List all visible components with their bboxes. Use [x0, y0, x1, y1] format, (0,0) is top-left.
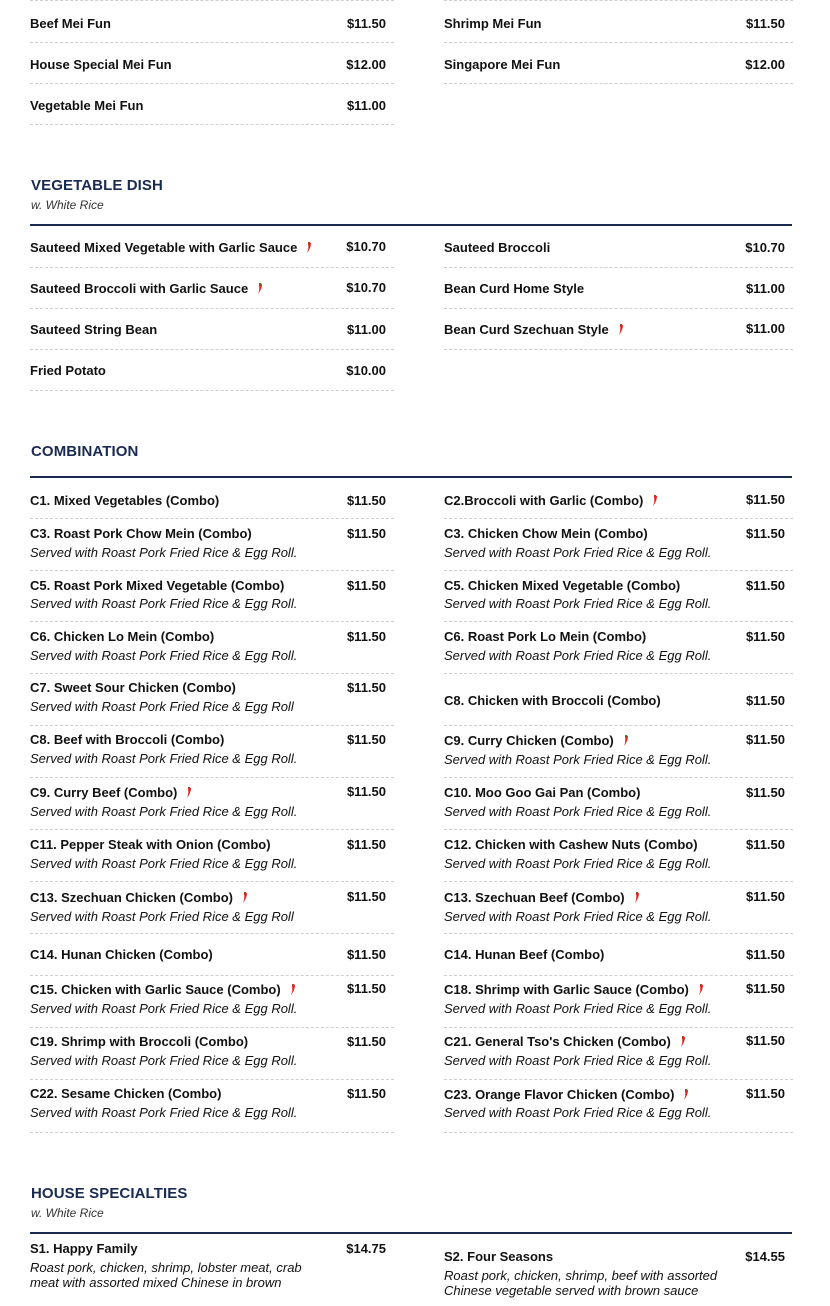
item-name: C13. Szechuan Chicken (Combo) — [30, 890, 248, 906]
item-name: C10. Moo Goo Gai Pan (Combo) — [444, 785, 641, 800]
menu-item[interactable] — [444, 571, 793, 622]
item-price: $11.50 — [346, 526, 386, 541]
menu-item[interactable] — [444, 519, 793, 571]
menu-item[interactable] — [444, 0, 793, 43]
item-price: $10.70 — [346, 280, 386, 295]
item-price: $14.75 — [346, 1241, 386, 1256]
item-price: $11.00 — [745, 321, 785, 336]
menu-item[interactable] — [30, 1080, 394, 1133]
item-name: Bean Curd Szechuan Style — [444, 322, 624, 338]
menu-item[interactable] — [444, 227, 793, 268]
house-right-column — [444, 1236, 793, 1298]
item-name: C8. Beef with Broccoli (Combo) — [30, 732, 225, 747]
menu-item[interactable] — [30, 622, 394, 674]
menu-item[interactable] — [444, 1236, 793, 1306]
menu-item[interactable] — [444, 622, 793, 674]
menu-item[interactable] — [30, 1028, 394, 1080]
pepper-icon — [306, 242, 312, 253]
item-price: $11.00 — [346, 98, 386, 113]
item-name: S2. Four Seasons — [444, 1249, 554, 1264]
menu-item[interactable] — [444, 778, 793, 830]
item-name: Sauteed String Bean — [30, 322, 158, 337]
item-name: C6. Chicken Lo Mein (Combo) — [30, 629, 215, 644]
item-name: Shrimp Mei Fun — [444, 16, 542, 31]
item-description: Served with Roast Pork Fried Rice & Egg Roll — [30, 699, 294, 714]
item-name: C14. Hunan Chicken (Combo) — [30, 947, 213, 962]
menu-item[interactable] — [444, 674, 793, 726]
item-price: $10.00 — [346, 363, 386, 378]
vegetable-left-column — [30, 227, 394, 397]
pepper-icon — [634, 892, 640, 903]
item-price: $11.50 — [346, 629, 386, 644]
item-description: Served with Roast Pork Fried Rice & Egg Roll — [30, 909, 294, 924]
menu-item[interactable] — [30, 0, 394, 43]
item-price: $11.50 — [346, 732, 386, 747]
item-price: $11.50 — [745, 578, 785, 593]
item-description: Served with Roast Pork Fried Rice & Egg Roll. — [444, 1105, 712, 1120]
pepper-icon — [257, 283, 263, 294]
item-price: $12.00 — [745, 57, 785, 72]
menu-item[interactable] — [444, 268, 793, 309]
item-name: C3. Chicken Chow Mein (Combo) — [444, 526, 648, 541]
menu-item[interactable] — [444, 976, 793, 1028]
menu-item[interactable] — [30, 84, 394, 125]
item-description: Served with Roast Pork Fried Rice & Egg Roll. — [444, 752, 712, 767]
item-price: $11.50 — [346, 1086, 386, 1101]
menu-item[interactable] — [30, 268, 394, 309]
item-description: Served with Roast Pork Fried Rice & Egg Roll. — [30, 856, 298, 871]
item-name: Beef Mei Fun — [30, 16, 111, 31]
menu-item[interactable] — [30, 934, 394, 976]
item-description: Roast pork, chicken, shrimp, beef with assorted Chinese vegetable served with brown sauce — [444, 1268, 718, 1298]
menu-item[interactable] — [444, 882, 793, 934]
item-description: Roast pork, chicken, shrimp, lobster meat, crab meat with assorted mixed Chinese in brown — [30, 1260, 302, 1290]
pepper-icon — [186, 787, 192, 798]
item-name: C13. Szechuan Beef (Combo) — [444, 890, 640, 906]
item-description: Served with Roast Pork Fried Rice & Egg Roll. — [30, 1001, 298, 1016]
item-price: $12.00 — [346, 57, 386, 72]
combination-right-column — [444, 480, 793, 1140]
item-description: Served with Roast Pork Fried Rice & Egg Roll. — [444, 545, 712, 560]
item-name: C5. Roast Pork Mixed Vegetable (Combo) — [30, 578, 285, 593]
item-name: House Special Mei Fun — [30, 57, 172, 72]
item-name: C3. Roast Pork Chow Mein (Combo) — [30, 526, 252, 541]
item-name: C22. Sesame Chicken (Combo) — [30, 1086, 222, 1101]
item-name: C12. Chicken with Cashew Nuts (Combo) — [444, 837, 698, 852]
item-name: Sauteed Broccoli — [444, 240, 551, 255]
menu-item[interactable] — [30, 227, 394, 268]
menu-item[interactable] — [444, 1028, 793, 1080]
section-title-vegetable: VEGETABLE DISH — [31, 177, 163, 194]
item-price: $11.50 — [745, 526, 785, 541]
item-name: C21. General Tso's Chicken (Combo) — [444, 1034, 686, 1050]
pepper-icon — [623, 735, 629, 746]
item-description: Served with Roast Pork Fried Rice & Egg Roll. — [30, 1105, 298, 1120]
item-price: $11.50 — [346, 680, 386, 695]
item-name: Singapore Mei Fun — [444, 57, 561, 72]
menu-item[interactable] — [30, 830, 394, 882]
mei-fun-left-column — [30, 0, 394, 130]
item-description: Served with Roast Pork Fried Rice & Egg Roll. — [30, 545, 298, 560]
item-price: $11.50 — [346, 889, 386, 904]
section-rule — [30, 476, 792, 478]
item-price: $11.50 — [745, 837, 785, 852]
section-subtitle: w. White Rice — [31, 1206, 104, 1220]
item-price: $10.70 — [745, 240, 785, 255]
menu-item[interactable] — [444, 934, 793, 976]
item-price: $11.50 — [745, 1033, 785, 1048]
item-price: $11.50 — [745, 947, 785, 962]
item-description: Served with Roast Pork Fried Rice & Egg Roll. — [30, 751, 298, 766]
menu-item[interactable] — [444, 43, 793, 84]
item-price: $11.50 — [745, 889, 785, 904]
item-price: $11.50 — [346, 784, 386, 799]
item-name: C7. Sweet Sour Chicken (Combo) — [30, 680, 236, 695]
item-price: $11.50 — [745, 492, 785, 507]
menu-item[interactable] — [444, 726, 793, 778]
item-price: $11.50 — [346, 1034, 386, 1049]
pepper-icon — [618, 324, 624, 335]
section-subtitle: w. White Rice — [31, 198, 104, 212]
item-price: $11.50 — [745, 732, 785, 747]
menu-item[interactable] — [30, 674, 394, 726]
item-name: Sauteed Broccoli with Garlic Sauce — [30, 281, 263, 297]
item-name: C11. Pepper Steak with Onion (Combo) — [30, 837, 271, 852]
menu-item[interactable] — [30, 976, 394, 1028]
item-name: C5. Chicken Mixed Vegetable (Combo) — [444, 578, 681, 593]
menu-item[interactable] — [444, 480, 793, 519]
mei-fun-right-column — [444, 0, 793, 90]
item-price: $11.50 — [745, 693, 785, 708]
item-description: Served with Roast Pork Fried Rice & Egg Roll. — [30, 1053, 298, 1068]
item-price: $11.50 — [346, 16, 386, 31]
item-price: $14.55 — [745, 1249, 785, 1264]
pepper-icon — [680, 1036, 686, 1047]
menu-item[interactable] — [30, 778, 394, 830]
item-price: $11.50 — [745, 16, 785, 31]
vegetable-right-column — [444, 227, 793, 357]
pepper-icon — [290, 984, 296, 995]
item-name: Fried Potato — [30, 363, 106, 378]
item-price: $11.50 — [346, 578, 386, 593]
item-price: $11.50 — [745, 785, 785, 800]
item-description: Served with Roast Pork Fried Rice & Egg Roll. — [444, 804, 712, 819]
item-price: $11.00 — [745, 281, 785, 296]
item-name: C1. Mixed Vegetables (Combo) — [30, 493, 220, 508]
item-price: $11.50 — [745, 1086, 785, 1101]
menu-item[interactable] — [30, 882, 394, 934]
item-description: Served with Roast Pork Fried Rice & Egg Roll. — [444, 648, 712, 663]
item-name: C15. Chicken with Garlic Sauce (Combo) — [30, 982, 296, 998]
menu-item[interactable] — [444, 309, 793, 350]
menu-item[interactable] — [30, 480, 394, 519]
item-price: $11.50 — [346, 493, 386, 508]
item-price: $11.50 — [346, 837, 386, 852]
menu-item[interactable] — [30, 571, 394, 622]
item-name: C9. Curry Beef (Combo) — [30, 785, 192, 801]
item-price: $11.00 — [346, 322, 386, 337]
item-description: Served with Roast Pork Fried Rice & Egg Roll. — [444, 1053, 712, 1068]
menu-item[interactable] — [30, 519, 394, 571]
menu-item[interactable] — [30, 726, 394, 778]
item-name: C19. Shrimp with Broccoli (Combo) — [30, 1034, 249, 1049]
item-description: Served with Roast Pork Fried Rice & Egg Roll. — [444, 856, 712, 871]
item-price: $11.50 — [346, 981, 386, 996]
menu-item[interactable] — [30, 43, 394, 84]
section-rule — [30, 224, 792, 226]
item-price: $10.70 — [346, 239, 386, 254]
item-description: Served with Roast Pork Fried Rice & Egg Roll. — [444, 1001, 712, 1016]
item-name: S1. Happy Family — [30, 1241, 138, 1256]
item-name: Sauteed Mixed Vegetable with Garlic Sauce — [30, 240, 312, 256]
item-description: Served with Roast Pork Fried Rice & Egg Roll. — [30, 596, 298, 611]
item-description: Served with Roast Pork Fried Rice & Egg Roll. — [30, 648, 298, 663]
menu-item[interactable] — [30, 350, 394, 391]
item-name: C8. Chicken with Broccoli (Combo) — [444, 693, 661, 708]
item-description: Served with Roast Pork Fried Rice & Egg Roll. — [30, 804, 298, 819]
item-price: $11.50 — [745, 981, 785, 996]
section-title-combination: COMBINATION — [31, 443, 139, 460]
item-name: Bean Curd Home Style — [444, 281, 585, 296]
item-name: C14. Hunan Beef (Combo) — [444, 947, 605, 962]
menu-item[interactable] — [444, 1080, 793, 1133]
item-price: $11.50 — [745, 629, 785, 644]
pepper-icon — [242, 892, 248, 903]
item-description: Served with Roast Pork Fried Rice & Egg Roll. — [444, 909, 712, 924]
item-name: C9. Curry Chicken (Combo) — [444, 733, 629, 749]
item-name: Vegetable Mei Fun — [30, 98, 144, 113]
item-name: C23. Orange Flavor Chicken (Combo) — [444, 1087, 689, 1103]
item-name: C6. Roast Pork Lo Mein (Combo) — [444, 629, 647, 644]
item-price: $11.50 — [346, 947, 386, 962]
house-left-column — [30, 1236, 394, 1291]
menu-item[interactable] — [30, 1236, 394, 1306]
pepper-icon — [652, 495, 658, 506]
item-name: C2.Broccoli with Garlic (Combo) — [444, 493, 658, 509]
item-description: Served with Roast Pork Fried Rice & Egg Roll. — [444, 596, 712, 611]
section-title-house-specialties: HOUSE SPECIALTIES — [31, 1185, 188, 1202]
menu-item[interactable] — [30, 309, 394, 350]
pepper-icon — [698, 984, 704, 995]
section-rule — [30, 1232, 792, 1234]
menu-item[interactable] — [444, 830, 793, 882]
combination-left-column — [30, 480, 394, 1140]
pepper-icon — [683, 1089, 689, 1100]
item-name: C18. Shrimp with Garlic Sauce (Combo) — [444, 982, 704, 998]
